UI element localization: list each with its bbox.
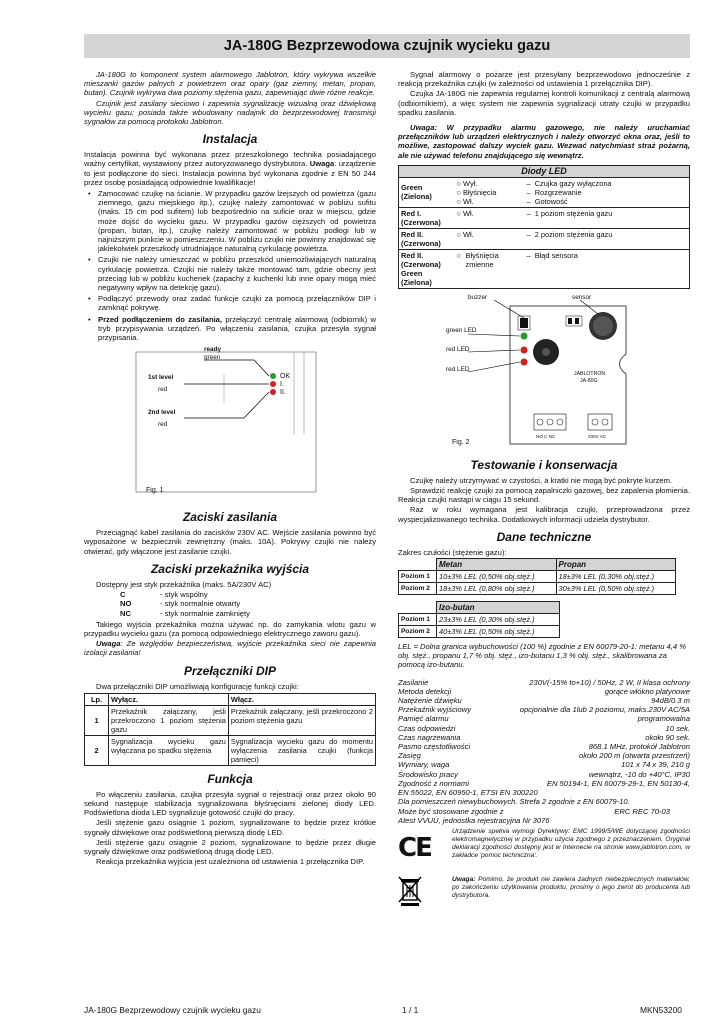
fig2-green-led-label: green LED — [446, 326, 477, 334]
section-heading-zasilanie: Zaciski zasilania — [182, 510, 278, 525]
section-heading-instalacja: Instalacja — [202, 132, 258, 147]
spec-row: Pamięć alarmu programowalna — [398, 714, 690, 724]
dip-header-on: Włącz. — [228, 693, 375, 705]
spec-row: Czas odpowiedzi 10 sek. — [398, 723, 690, 733]
led-red-fig2-2 — [521, 358, 528, 365]
led-table-heading: Diody LED — [399, 165, 690, 177]
table-row: Poziom 2 18±3% LEL (0,80% obj.stęż.) 30±3% LEL (0,50% obj.stęż.) — [399, 583, 676, 595]
fig2-sensor-label: sensor — [572, 293, 592, 301]
spec-row: Czas nagrzewania około 90 sek. — [398, 732, 690, 742]
testowanie-paragraph: Czujkę należy utrzymywać w czystości, a kratki nie mogą być pokryte kurzem. — [410, 475, 673, 485]
figure-1-drawing — [84, 344, 376, 504]
table-row: Poziom 1 10±3% LEL (0,50% obj.stęż.) 18±3% LEL (0,30% obj.stęż.) — [399, 571, 676, 583]
spec-row: Natężenie dźwięku 94dB/0.3 m — [398, 696, 690, 706]
fig2-model: JA-80G — [580, 377, 598, 384]
dip-table — [84, 693, 376, 766]
relay-contacts — [120, 590, 376, 618]
testowanie-paragraph: Raz w roku wymagana jest kalibracja czujki, przeprowadzona przez wyspecjalizowanego technika. Dodatkowych informacji udziela dystrybutor. — [398, 505, 690, 524]
fig2-buzzer-label: buzzer — [468, 293, 488, 301]
footer-page-number: 1 / 1 — [402, 1005, 419, 1015]
spec-row: Środowisko pracy wewnątrz, -10 do +40°C, IP30 — [398, 769, 690, 779]
spec-row: Wymiary, waga 101 x 74 x 39, 210 g — [398, 760, 690, 770]
footer-code: MKN53200 — [640, 1005, 682, 1015]
fig1-caption: Fig. 1 — [146, 487, 164, 495]
figure-2 — [398, 294, 690, 452]
fig1-i-label: I. — [280, 381, 284, 389]
spec-list — [398, 678, 690, 825]
norms-continued: EN 55022, EN 60950-1, ETSI EN 300220 — [398, 788, 538, 798]
weee-bin-icon — [398, 876, 452, 908]
zakres-label: Zakres czułości (stężenie gazu): — [398, 547, 507, 557]
section-heading-dane: Dane techniczne — [496, 529, 592, 544]
sensitivity-table-1 — [398, 558, 676, 595]
left-column — [84, 70, 376, 867]
fig2-red-led-label: red LED — [446, 365, 470, 373]
relay-contact-row: C - styk wspólny — [120, 590, 208, 600]
fig1-ii-label: II. — [280, 389, 286, 397]
zasilanie-paragraph: Przeciągnąć kabel zasilania do zacisków 230V AC. Wejście zasilania powinno być wyposażone w bezpiecznik zewnętrzny (maks. 10A). Pokrywy czujki nie należy otwierać, gdy włączone jest zasilanie czujki. — [84, 528, 376, 556]
dip-header-off: Wyłącz. — [109, 693, 229, 705]
sensitivity-table-2 — [398, 601, 560, 638]
footer-left: JA-180G Bezprzewodowy czujnik wycieku gazu — [84, 1005, 261, 1015]
spec-row: Przekaźnik wyjściowy opcjonalnie dla 1lub 2 poziomu, maks.230V AC/5A — [398, 705, 690, 715]
przekaznik-paragraph: Takiego wyjścia przekaźnika można używać np. do zamykania wlotu gazu w przypadku wycieku gazu (za pomocą odpowiedniego elektrycznego zaworu gazu). — [84, 619, 376, 638]
table-row: Poziom 2 40±3% LEL (0,50% obj.stęż.) — [399, 626, 560, 638]
ce-text: Urządzenie spełnia wymogi Dyrektywy: EMC 1999/5/WE dotyczącej zgodności elektromagnetycznej w przypadku użycia zgodnego z przeznaczeniem. Oryginał deklaracji zgodności dostępny jest w Internecie na stronie www.jablotron.com, w zakładce 'pomoc techniczna'. — [452, 827, 690, 859]
funkcja-paragraph: Reakcja przekaźnika wyjścia jest uzależniona od ustawienia 1 przełącznika DIP. — [96, 857, 365, 867]
relay-contact-row: NO - styk normalnie otwarty — [120, 599, 241, 609]
instalacja-paragraph: Instalacja powinna być wykonana przez przeszkolonego technika posiadającego ważny certyfikat, wystawiony przez autoryzowanego dystrybutora. Uwaga: urządzenie to jest podłączone do sieci. Instalacja powinna być wykonana zgodnie z EN 50 244 przez osobę posiadającą odpowiednie kwalifikacje! — [84, 150, 376, 187]
list-item: • Podłączyć przewody oraz zadać funkcje czujki za pomocą przełączników DIP i zamknąć pokrywę. — [98, 294, 376, 312]
figure-2-drawing — [398, 294, 690, 452]
led-ok — [270, 373, 276, 379]
fig1-ok-label: OK — [280, 373, 291, 381]
table-row: Green (Zielona) ○ Wył. ○ Błyśnięcia ○ Wł. – Czujka gazy wyłączona – Rozgrzewanie – Gotowość — [399, 177, 690, 207]
table-row: 1 Przekaźnik załączany, jeśli przekroczono 1 poziom stężenia gazu Przekaźnik załączany, jeśli przekroczono 2 poziom stężenia gazu — [85, 705, 376, 735]
right-paragraph: Czujka JA-180G nie zapewnia regularnej kontroli komunikacji z centralą alarmową (odbiornikiem), a więc system nie zapewnia sygnalizacji utraty czujki w przypadku spadku zasilania. — [398, 89, 690, 117]
right-column — [398, 70, 690, 908]
fig1-level2-label: 2nd level — [148, 409, 176, 417]
led-table — [398, 165, 690, 289]
funkcja-paragraph: Jeśli stężenie gazu osiągnie 1 poziom, sygnalizowane to będzie przez krótkie sygnały dźwiękowe oraz podświetloną pierwszą diodę LED. — [84, 818, 376, 837]
table-row: Red II. (Czerwona) ○ Wł. – 2 poziom stężenia gazu — [399, 228, 690, 249]
fig1-level1-label: 1st level — [148, 374, 174, 382]
ce-mark-icon: CE — [398, 832, 431, 863]
fig1-level1-sub: red — [158, 386, 168, 394]
fig2-terminals-power: 230V AC — [588, 433, 607, 439]
atest: Atest VVUÚ, jednostka rejestracyjna Nr 3076 — [398, 815, 550, 825]
explosion-zone: Dla pomieszczeń niewybuchowych. Strefa 2 zgodnie z EN 60079-10. — [398, 797, 630, 807]
funkcja-paragraph: Po włączeniu zasilania, czujka przesyła sygnał o rejestracji oraz przez około 90 sekund następuje stabilizacja sygnalizowana błyśnięciami zielonej diody LED. Podświetlona dioda LED sygnalizuje gotowość czujki do pracy. — [84, 789, 376, 818]
column-header-metan: Metan — [437, 559, 557, 571]
lel-note: LEL = Dolna granica wybuchowości (100 %) zgodnie z EN 60079-20-1: metanu 4,4 % obj. stęż., propanu 1,7 % obj. stęż., izo-butanu 1,3 % obj. stęż., skalibrowana za pomocą izo-butanu. — [398, 642, 686, 670]
list-item: • Czujki nie należy umieszczać w pobliżu przeszkód uniemożliwiających naturalną cyrkulację powietrza. Czujki nie należy także montować tam, gdzie obecny jest przeciąg lub w pobliżu kuchenek (zapachy z kuchenki lub inne opary mogą mieć negatywny wpływ na detekcję gazu). — [98, 255, 376, 292]
list-item: • Przed podłączeniem do zasilania, przełączyć centralę alarmową (odbiornik) w tryb przypisywania urządzeń. Po włączeniu zasilania, czujka przesyła sygnał przypisania. — [98, 315, 376, 343]
figure-1 — [84, 344, 376, 504]
fig1-level2-sub: red — [158, 421, 168, 429]
list-item: • Zamocować czujkę na ścianie. W przypadku gazów lżejszych od powietrza (gazu ziemnego, gazu miejskiego itp.), czujkę należy zamontować w pobliżu sufitu (maks. 15 cm pod sufitem) lub bezpośrednio na suficie oraz w miejscu, gdzie może dojść do wycieku gazu. W przypadku gazów cięższych od powietrza (propan, butan, itp.), czujkę należy zamontować w pobliżu podłogi lub w najniższym punkcie w pomieszczeniu. W pobliżu czujki nie powinny znajdować się jakiekolwiek przeszkody utrudniające naturalną cyrkulację powietrza. — [98, 189, 376, 253]
section-heading-dip: Przełączniki DIP — [183, 663, 277, 678]
fig2-brand: JABLOTRON — [574, 370, 606, 377]
weee-block — [398, 876, 690, 908]
column-header-propan: Propan — [556, 559, 676, 571]
dip-intro: Dwa przełączniki DIP umożliwiają konfigurację funkcji czujki: — [96, 681, 299, 691]
section-heading-przekaznik: Zaciski przekaźnika wyjścia — [150, 561, 310, 576]
spec-row: Zgodność z normami EN 50194-1, EN 60079-29-1, EN 50130-4, — [398, 778, 690, 788]
table-row: 2 Sygnalizacja wycieku gazu wyłączana po spadku stężenia Sygnalizacja wycieku gazu do momentu wyłączenia zasilania czujki (funkcja pamięci) — [85, 735, 376, 765]
led-red-2 — [270, 389, 276, 395]
spec-row: Metoda detekcji gorące włókno platynowe — [398, 686, 690, 696]
intro-paragraph: Czujnik jest zasilany sieciowo i zapewnia sygnalizację wizualną oraz dźwiękową wycieku gazu; posiada także wbudowany nadajnik do bezprzewodowej transmisji sygnałów za pomocą protokołu Jablotron. — [84, 98, 376, 127]
led-red-fig2-1 — [521, 346, 528, 353]
column-header-izobutan: Izo-butan — [437, 602, 560, 614]
table-row: Poziom 1 23±3% LEL (0,30% obj.stęż.) — [399, 614, 560, 626]
page-title: JA-180G Bezprzewodowa czujnik wycieku gazu — [84, 34, 690, 58]
led-green-fig2 — [521, 332, 528, 339]
fig2-red-led-label: red LED — [446, 345, 470, 353]
led-red-1 — [270, 381, 276, 387]
warning-paragraph: Uwaga: W przypadku alarmu gazowego, nie należy uruchamiać przełączników lub urządzeń elektrycznych i należy otworzyć okna oraz, jeśli to możliwe, zastopować dalszy wyciek gazu. Wezwać natychmiast straż pożarną, ale nie używać telefonu znajdującego się wewnątrz. — [398, 123, 690, 160]
fig2-terminals-relay: NO C NC — [536, 433, 556, 439]
fig2-caption: Fig. 2 — [452, 438, 470, 446]
relay-contact-row: NC - styk normalnie zamknięty — [120, 608, 250, 618]
table-row: Red II. (Czerwona) Green (Zielona) ○ Błyśnięcia zmienne – Błąd sensora — [399, 249, 690, 288]
ce-block — [398, 828, 690, 868]
intro-paragraph: JA-180G to komponent system alarmowego Jablotron, który wykrywa wszelkie mieszanki gazów palnych z powietrzem oraz opary (gaz ziemny, metan, propan, butan). Czujnik wykrywa dwa poziomy stężenia gazu, zapewniając dwie różne reakcje. — [84, 70, 376, 98]
section-heading-testowanie: Testowanie i konserwacja — [470, 457, 618, 472]
testowanie-paragraph: Sprawdzić reakcję czujki za pomocą zapalniczki gazowej, bez zapalenia płomienia. Reakcja czujki nastąpi w ciągu 15 sekund. — [398, 486, 690, 505]
instalacja-list — [98, 189, 376, 342]
spec-row: Może być stosowane zgodnie z ERC REC 70-03 — [398, 806, 670, 816]
right-paragraph: Sygnał alarmowy o pożarze jest przesyłany bezprzewodowo jednocześnie z reakcją przekaźnika czujki (w zależności od ustawienia 1 przełącznika DIP). — [398, 70, 690, 89]
spec-row: Zasilanie 230V(-15% to+10) / 50Hz, 2 W, II klasa ochrony — [398, 677, 690, 687]
section-heading-funkcja: Funkcja — [207, 771, 253, 786]
fig1-ready-sub: green — [204, 354, 221, 362]
przekaznik-intro: Dostępny jest styk przekaźnika (maks. 5A/230V AC) — [96, 579, 272, 589]
spec-row: Pasmo częstotliwości 868.1 MHz, protokół Jablotron — [398, 742, 690, 752]
fig1-ready-label: ready — [204, 346, 222, 354]
przekaznik-warning: Uwaga: Ze względów bezpieczeństwa, wyjście przekaźnika sieci nie zapewnia izolacji zasilania! — [84, 639, 376, 658]
funkcja-paragraph: Jeśli stężenie gazu osiągnie 2 poziom, sygnalizowane to będzie przez długie sygnały dźwiękowe oraz podświetloną drugą diodę LED. — [84, 837, 376, 856]
weee-text: Uwaga: Pomimo, że produkt nie zawiera żadnych niebezpiecznych materiałów, po zakończeniu użytkowania produktu, prosimy o jego zwrot do producenta lub dystrybutora. — [452, 875, 690, 899]
dip-header-lp: Lp. — [85, 693, 109, 705]
table-row: Red I. (Czerwona) ○ Wł. – 1 poziom stężenia gazu — [399, 207, 690, 228]
spec-row: Zasięg około 200 m (otwarta przestrzeń) — [398, 751, 690, 761]
